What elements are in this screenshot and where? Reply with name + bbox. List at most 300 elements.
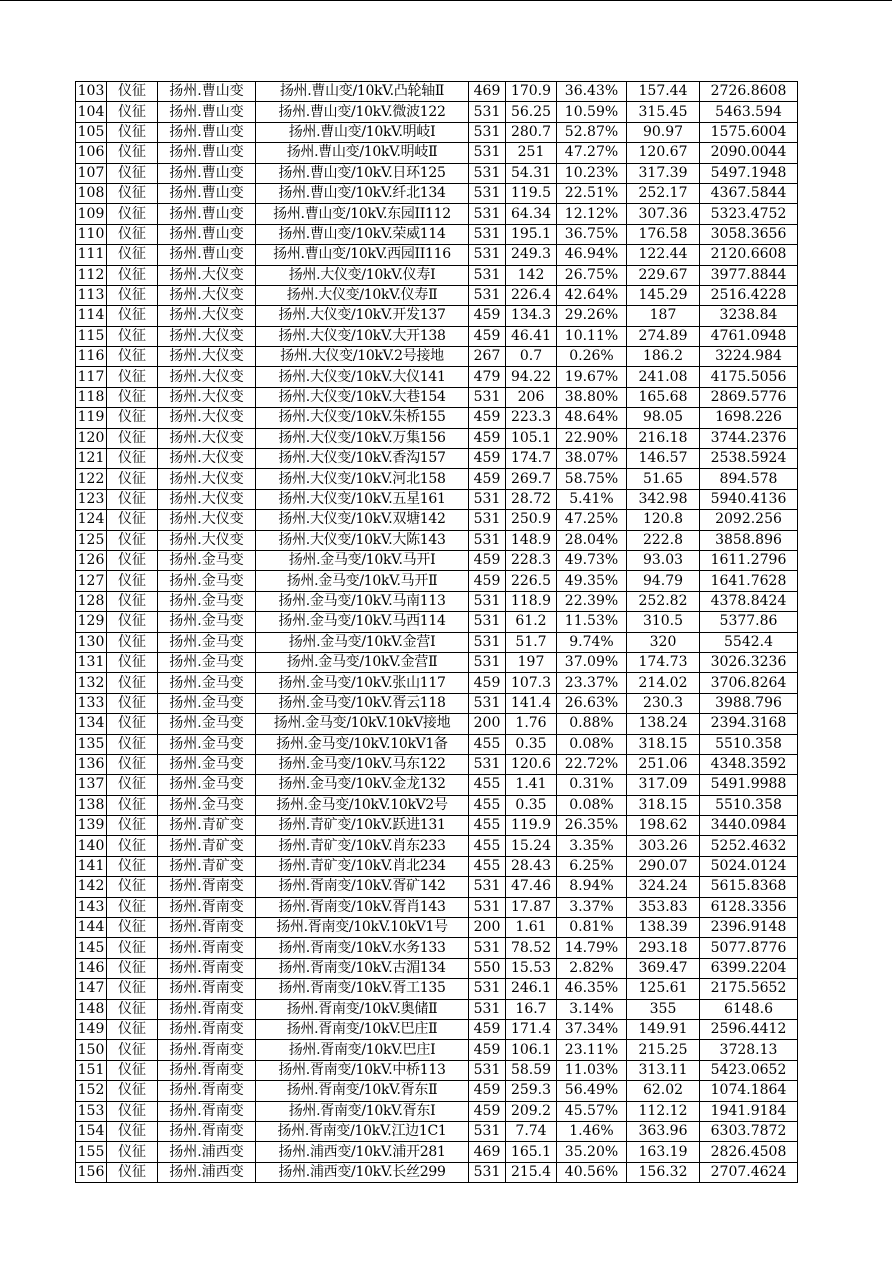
capacity-cell: 531	[469, 489, 506, 509]
table-row	[76, 143, 798, 163]
load-rate-cell: 47.27%	[557, 143, 627, 163]
margin-power-cell: 2092.256	[700, 510, 798, 530]
margin-cell: 165.68	[627, 387, 700, 407]
district-cell: 仪征	[107, 856, 158, 876]
district-cell: 仪征	[107, 836, 158, 856]
row-index: 128	[76, 591, 107, 611]
margin-power-cell: 2826.4508	[700, 1142, 798, 1162]
feeder-line-cell: 扬州.大仪变/10kV.大巷154	[256, 387, 469, 407]
margin-power-cell: 5077.8776	[700, 938, 798, 958]
load-cell: 165.1	[506, 1142, 557, 1162]
district-cell: 仪征	[107, 795, 158, 815]
load-rate-cell: 52.87%	[557, 122, 627, 142]
substation-cell: 扬州.曹山变	[158, 204, 256, 224]
margin-power-cell: 6303.7872	[700, 1121, 798, 1141]
feeder-line-cell: 扬州.大仪变/10kV.河北158	[256, 469, 469, 489]
table-body	[76, 82, 798, 1183]
load-cell: 51.7	[506, 632, 557, 652]
capacity-cell: 455	[469, 795, 506, 815]
row-index: 126	[76, 550, 107, 570]
substation-cell: 扬州.胥南变	[158, 1060, 256, 1080]
row-index: 145	[76, 938, 107, 958]
load-cell: 1.76	[506, 714, 557, 734]
margin-cell: 353.83	[627, 897, 700, 917]
margin-power-cell: 3706.8264	[700, 673, 798, 693]
load-rate-cell: 45.57%	[557, 1101, 627, 1121]
margin-power-cell: 2394.3168	[700, 714, 798, 734]
capacity-cell: 531	[469, 183, 506, 203]
capacity-cell: 479	[469, 367, 506, 387]
feeder-line-cell: 扬州.金马变/10kV.金营Ⅰ	[256, 632, 469, 652]
district-cell: 仪征	[107, 918, 158, 938]
load-rate-cell: 46.35%	[557, 979, 627, 999]
row-index: 111	[76, 245, 107, 265]
district-cell: 仪征	[107, 877, 158, 897]
load-cell: 105.1	[506, 428, 557, 448]
margin-cell: 215.25	[627, 1040, 700, 1060]
margin-power-cell: 5423.0652	[700, 1060, 798, 1080]
load-rate-cell: 26.35%	[557, 816, 627, 836]
capacity-cell: 455	[469, 775, 506, 795]
margin-cell: 324.24	[627, 877, 700, 897]
district-cell: 仪征	[107, 632, 158, 652]
table-row	[76, 163, 798, 183]
load-cell: 58.59	[506, 1060, 557, 1080]
load-rate-cell: 36.75%	[557, 224, 627, 244]
load-rate-cell: 38.07%	[557, 449, 627, 469]
district-cell: 仪征	[107, 489, 158, 509]
margin-cell: 229.67	[627, 265, 700, 285]
capacity-cell: 459	[469, 428, 506, 448]
substation-cell: 扬州.胥南变	[158, 918, 256, 938]
load-cell: 1.41	[506, 775, 557, 795]
district-cell: 仪征	[107, 449, 158, 469]
margin-power-cell: 3026.3236	[700, 652, 798, 672]
margin-cell: 318.15	[627, 795, 700, 815]
table-row	[76, 714, 798, 734]
row-index: 125	[76, 530, 107, 550]
feeder-line-cell: 扬州.大仪变/10kV.大开138	[256, 326, 469, 346]
margin-cell: 120.67	[627, 143, 700, 163]
district-cell: 仪征	[107, 224, 158, 244]
district-cell: 仪征	[107, 1121, 158, 1141]
load-cell: 1.61	[506, 918, 557, 938]
load-rate-cell: 58.75%	[557, 469, 627, 489]
feeder-line-cell: 扬州.大仪变/10kV.香沟157	[256, 449, 469, 469]
margin-cell: 216.18	[627, 428, 700, 448]
margin-cell: 145.29	[627, 285, 700, 305]
district-cell: 仪征	[107, 428, 158, 448]
load-rate-cell: 49.35%	[557, 571, 627, 591]
substation-cell: 扬州.大仪变	[158, 408, 256, 428]
margin-power-cell: 3224.984	[700, 347, 798, 367]
load-cell: 56.25	[506, 102, 557, 122]
capacity-cell: 531	[469, 1121, 506, 1141]
table-row	[76, 1101, 798, 1121]
feeder-line-cell: 扬州.曹山变/10kV.日环125	[256, 163, 469, 183]
load-cell: 15.24	[506, 836, 557, 856]
table-row	[76, 122, 798, 142]
substation-cell: 扬州.青矿变	[158, 856, 256, 876]
table-row	[76, 591, 798, 611]
district-cell: 仪征	[107, 816, 158, 836]
load-cell: 148.9	[506, 530, 557, 550]
district-cell: 仪征	[107, 693, 158, 713]
table-row	[76, 265, 798, 285]
load-cell: 118.9	[506, 591, 557, 611]
substation-cell: 扬州.胥南变	[158, 877, 256, 897]
feeder-line-cell: 扬州.胥南变/10kV.胥东Ⅰ	[256, 1101, 469, 1121]
row-index: 106	[76, 143, 107, 163]
district-cell: 仪征	[107, 326, 158, 346]
load-rate-cell: 0.88%	[557, 714, 627, 734]
row-index: 117	[76, 367, 107, 387]
substation-cell: 扬州.金马变	[158, 673, 256, 693]
table-row	[76, 530, 798, 550]
district-cell: 仪征	[107, 265, 158, 285]
feeder-line-cell: 扬州.胥南变/10kV.胥工135	[256, 979, 469, 999]
margin-cell: 355	[627, 999, 700, 1019]
substation-cell: 扬州.金马变	[158, 571, 256, 591]
load-rate-cell: 0.81%	[557, 918, 627, 938]
substation-cell: 扬州.胥南变	[158, 999, 256, 1019]
margin-cell: 94.79	[627, 571, 700, 591]
row-index: 121	[76, 449, 107, 469]
row-index: 148	[76, 999, 107, 1019]
row-index: 127	[76, 571, 107, 591]
capacity-cell: 531	[469, 693, 506, 713]
row-index: 141	[76, 856, 107, 876]
row-index: 147	[76, 979, 107, 999]
substation-cell: 扬州.胥南变	[158, 1081, 256, 1101]
row-index: 110	[76, 224, 107, 244]
load-rate-cell: 0.31%	[557, 775, 627, 795]
substation-cell: 扬州.胥南变	[158, 938, 256, 958]
table-row	[76, 183, 798, 203]
table-row	[76, 775, 798, 795]
table-row	[76, 897, 798, 917]
margin-cell: 252.82	[627, 591, 700, 611]
substation-cell: 扬州.曹山变	[158, 102, 256, 122]
margin-power-cell: 4367.5844	[700, 183, 798, 203]
capacity-cell: 531	[469, 754, 506, 774]
margin-power-cell: 1074.1864	[700, 1081, 798, 1101]
feeder-line-cell: 扬州.浦西变/10kV.浦开281	[256, 1142, 469, 1162]
margin-cell: 176.58	[627, 224, 700, 244]
load-rate-cell: 12.12%	[557, 204, 627, 224]
margin-power-cell: 894.578	[700, 469, 798, 489]
load-rate-cell: 8.94%	[557, 877, 627, 897]
district-cell: 仪征	[107, 1101, 158, 1121]
margin-cell: 320	[627, 632, 700, 652]
margin-power-cell: 2707.4624	[700, 1162, 798, 1182]
district-cell: 仪征	[107, 1142, 158, 1162]
feeder-line-cell: 扬州.青矿变/10kV.跃进131	[256, 816, 469, 836]
page-top-border	[0, 0, 892, 1]
row-index: 104	[76, 102, 107, 122]
load-rate-cell: 29.26%	[557, 306, 627, 326]
row-index: 124	[76, 510, 107, 530]
district-cell: 仪征	[107, 714, 158, 734]
margin-cell: 138.39	[627, 918, 700, 938]
table-row	[76, 999, 798, 1019]
substation-cell: 扬州.曹山变	[158, 143, 256, 163]
margin-power-cell: 3238.84	[700, 306, 798, 326]
load-rate-cell: 10.59%	[557, 102, 627, 122]
table-row	[76, 979, 798, 999]
row-index: 116	[76, 347, 107, 367]
margin-cell: 313.11	[627, 1060, 700, 1080]
row-index: 142	[76, 877, 107, 897]
load-cell: 78.52	[506, 938, 557, 958]
margin-cell: 163.19	[627, 1142, 700, 1162]
margin-power-cell: 3728.13	[700, 1040, 798, 1060]
load-cell: 107.3	[506, 673, 557, 693]
feeder-line-cell: 扬州.金马变/10kV.金营Ⅱ	[256, 652, 469, 672]
margin-cell: 274.89	[627, 326, 700, 346]
margin-cell: 290.07	[627, 856, 700, 876]
table-row	[76, 571, 798, 591]
table-row	[76, 489, 798, 509]
table-row	[76, 958, 798, 978]
load-rate-cell: 0.08%	[557, 795, 627, 815]
district-cell: 仪征	[107, 367, 158, 387]
row-index: 114	[76, 306, 107, 326]
row-index: 105	[76, 122, 107, 142]
table-row	[76, 510, 798, 530]
district-cell: 仪征	[107, 550, 158, 570]
row-index: 112	[76, 265, 107, 285]
row-index: 133	[76, 693, 107, 713]
substation-cell: 扬州.曹山变	[158, 82, 256, 102]
margin-power-cell: 4378.8424	[700, 591, 798, 611]
table-row	[76, 877, 798, 897]
margin-power-cell: 5323.4752	[700, 204, 798, 224]
feeder-line-cell: 扬州.胥南变/10kV.巴庄Ⅱ	[256, 1019, 469, 1039]
substation-cell: 扬州.大仪变	[158, 469, 256, 489]
district-cell: 仪征	[107, 591, 158, 611]
table-row	[76, 347, 798, 367]
district-cell: 仪征	[107, 510, 158, 530]
margin-cell: 62.02	[627, 1081, 700, 1101]
load-rate-cell: 23.37%	[557, 673, 627, 693]
feeder-line-cell: 扬州.大仪变/10kV.大陈143	[256, 530, 469, 550]
table-row	[76, 102, 798, 122]
substation-cell: 扬州.金马变	[158, 591, 256, 611]
feeder-line-cell: 扬州.金马变/10kV.10kV2号	[256, 795, 469, 815]
feeder-line-cell: 扬州.胥南变/10kV.中桥113	[256, 1060, 469, 1080]
load-rate-cell: 11.53%	[557, 612, 627, 632]
margin-power-cell: 4761.0948	[700, 326, 798, 346]
district-cell: 仪征	[107, 1019, 158, 1039]
substation-cell: 扬州.曹山变	[158, 224, 256, 244]
load-rate-cell: 48.64%	[557, 408, 627, 428]
margin-power-cell: 5491.9988	[700, 775, 798, 795]
load-cell: 226.5	[506, 571, 557, 591]
margin-power-cell: 1575.6004	[700, 122, 798, 142]
district-cell: 仪征	[107, 143, 158, 163]
row-index: 146	[76, 958, 107, 978]
substation-cell: 扬州.金马变	[158, 734, 256, 754]
substation-cell: 扬州.大仪变	[158, 367, 256, 387]
feeder-line-cell: 扬州.大仪变/10kV.大仪141	[256, 367, 469, 387]
capacity-cell: 459	[469, 1101, 506, 1121]
row-index: 136	[76, 754, 107, 774]
load-cell: 209.2	[506, 1101, 557, 1121]
district-cell: 仪征	[107, 1040, 158, 1060]
district-cell: 仪征	[107, 245, 158, 265]
load-cell: 197	[506, 652, 557, 672]
feeder-line-cell: 扬州.青矿变/10kV.肖北234	[256, 856, 469, 876]
substation-cell: 扬州.胥南变	[158, 1040, 256, 1060]
district-cell: 仪征	[107, 347, 158, 367]
table-row	[76, 795, 798, 815]
substation-cell: 扬州.金马变	[158, 795, 256, 815]
substation-cell: 扬州.大仪变	[158, 489, 256, 509]
load-rate-cell: 3.14%	[557, 999, 627, 1019]
margin-cell: 241.08	[627, 367, 700, 387]
margin-cell: 214.02	[627, 673, 700, 693]
capacity-cell: 459	[469, 673, 506, 693]
substation-cell: 扬州.胥南变	[158, 979, 256, 999]
district-cell: 仪征	[107, 387, 158, 407]
feeder-line-cell: 扬州.胥南变/10kV.江边1C1	[256, 1121, 469, 1141]
margin-power-cell: 3744.2376	[700, 428, 798, 448]
capacity-cell: 531	[469, 163, 506, 183]
load-rate-cell: 42.64%	[557, 285, 627, 305]
district-cell: 仪征	[107, 1060, 158, 1080]
load-rate-cell: 36.43%	[557, 82, 627, 102]
capacity-cell: 455	[469, 836, 506, 856]
district-cell: 仪征	[107, 102, 158, 122]
margin-power-cell: 2396.9148	[700, 918, 798, 938]
feeder-line-cell: 扬州.金马变/10kV.10kV1备	[256, 734, 469, 754]
feeder-line-cell: 扬州.曹山变/10kV.西园II116	[256, 245, 469, 265]
substation-cell: 扬州.大仪变	[158, 326, 256, 346]
substation-cell: 扬州.青矿变	[158, 836, 256, 856]
table-row	[76, 652, 798, 672]
table-row	[76, 285, 798, 305]
margin-cell: 363.96	[627, 1121, 700, 1141]
margin-power-cell: 4348.3592	[700, 754, 798, 774]
margin-cell: 342.98	[627, 489, 700, 509]
load-cell: 0.35	[506, 795, 557, 815]
capacity-cell: 531	[469, 938, 506, 958]
capacity-cell: 459	[469, 469, 506, 489]
table-row	[76, 836, 798, 856]
row-index: 129	[76, 612, 107, 632]
margin-power-cell: 1698.226	[700, 408, 798, 428]
margin-cell: 307.36	[627, 204, 700, 224]
margin-cell: 51.65	[627, 469, 700, 489]
feeder-line-cell: 扬州.大仪变/10kV.仪寿Ⅱ	[256, 285, 469, 305]
district-cell: 仪征	[107, 938, 158, 958]
row-index: 137	[76, 775, 107, 795]
table-row	[76, 938, 798, 958]
margin-power-cell: 2596.4412	[700, 1019, 798, 1039]
row-index: 139	[76, 816, 107, 836]
load-cell: 142	[506, 265, 557, 285]
load-rate-cell: 26.63%	[557, 693, 627, 713]
capacity-cell: 459	[469, 326, 506, 346]
margin-cell: 251.06	[627, 754, 700, 774]
feeder-line-cell: 扬州.大仪变/10kV.双塘142	[256, 510, 469, 530]
substation-cell: 扬州.浦西变	[158, 1142, 256, 1162]
capacity-cell: 459	[469, 1040, 506, 1060]
feeder-line-cell: 扬州.大仪变/10kV.2号接地	[256, 347, 469, 367]
row-index: 113	[76, 285, 107, 305]
substation-cell: 扬州.胥南变	[158, 1121, 256, 1141]
load-rate-cell: 9.74%	[557, 632, 627, 652]
margin-cell: 98.05	[627, 408, 700, 428]
table-row	[76, 306, 798, 326]
substation-cell: 扬州.曹山变	[158, 245, 256, 265]
capacity-cell: 459	[469, 550, 506, 570]
load-cell: 7.74	[506, 1121, 557, 1141]
district-cell: 仪征	[107, 163, 158, 183]
table-row	[76, 1081, 798, 1101]
margin-power-cell: 6148.6	[700, 999, 798, 1019]
capacity-cell: 267	[469, 347, 506, 367]
capacity-cell: 531	[469, 285, 506, 305]
district-cell: 仪征	[107, 775, 158, 795]
capacity-cell: 531	[469, 652, 506, 672]
margin-cell: 138.24	[627, 714, 700, 734]
load-cell: 223.3	[506, 408, 557, 428]
substation-cell: 扬州.金马变	[158, 632, 256, 652]
table-row	[76, 1040, 798, 1060]
table-row	[76, 693, 798, 713]
load-cell: 171.4	[506, 1019, 557, 1039]
substation-cell: 扬州.大仪变	[158, 510, 256, 530]
row-index: 115	[76, 326, 107, 346]
margin-cell: 125.61	[627, 979, 700, 999]
capacity-cell: 459	[469, 306, 506, 326]
row-index: 118	[76, 387, 107, 407]
district-cell: 仪征	[107, 979, 158, 999]
load-rate-cell: 47.25%	[557, 510, 627, 530]
row-index: 155	[76, 1142, 107, 1162]
district-cell: 仪征	[107, 285, 158, 305]
capacity-cell: 531	[469, 122, 506, 142]
substation-cell: 扬州.大仪变	[158, 530, 256, 550]
margin-cell: 317.39	[627, 163, 700, 183]
load-cell: 94.22	[506, 367, 557, 387]
feeder-line-cell: 扬州.金马变/10kV.金龙132	[256, 775, 469, 795]
load-rate-cell: 1.46%	[557, 1121, 627, 1141]
row-index: 151	[76, 1060, 107, 1080]
feeder-line-cell: 扬州.金马变/10kV.马西114	[256, 612, 469, 632]
feeder-line-cell: 扬州.大仪变/10kV.五星161	[256, 489, 469, 509]
margin-power-cell: 5377.86	[700, 612, 798, 632]
capacity-cell: 531	[469, 591, 506, 611]
capacity-cell: 531	[469, 979, 506, 999]
capacity-cell: 531	[469, 510, 506, 530]
row-index: 120	[76, 428, 107, 448]
margin-power-cell: 2516.4228	[700, 285, 798, 305]
margin-power-cell: 3977.8844	[700, 265, 798, 285]
row-index: 108	[76, 183, 107, 203]
load-rate-cell: 26.75%	[557, 265, 627, 285]
district-cell: 仪征	[107, 408, 158, 428]
margin-power-cell: 2869.5776	[700, 387, 798, 407]
feeder-line-cell: 扬州.大仪变/10kV.仪寿Ⅰ	[256, 265, 469, 285]
load-cell: 269.7	[506, 469, 557, 489]
table-row	[76, 918, 798, 938]
capacity-cell: 455	[469, 816, 506, 836]
feeder-line-cell: 扬州.曹山变/10kV.明岐Ⅰ	[256, 122, 469, 142]
feeder-line-cell: 扬州.大仪变/10kV.朱桥155	[256, 408, 469, 428]
